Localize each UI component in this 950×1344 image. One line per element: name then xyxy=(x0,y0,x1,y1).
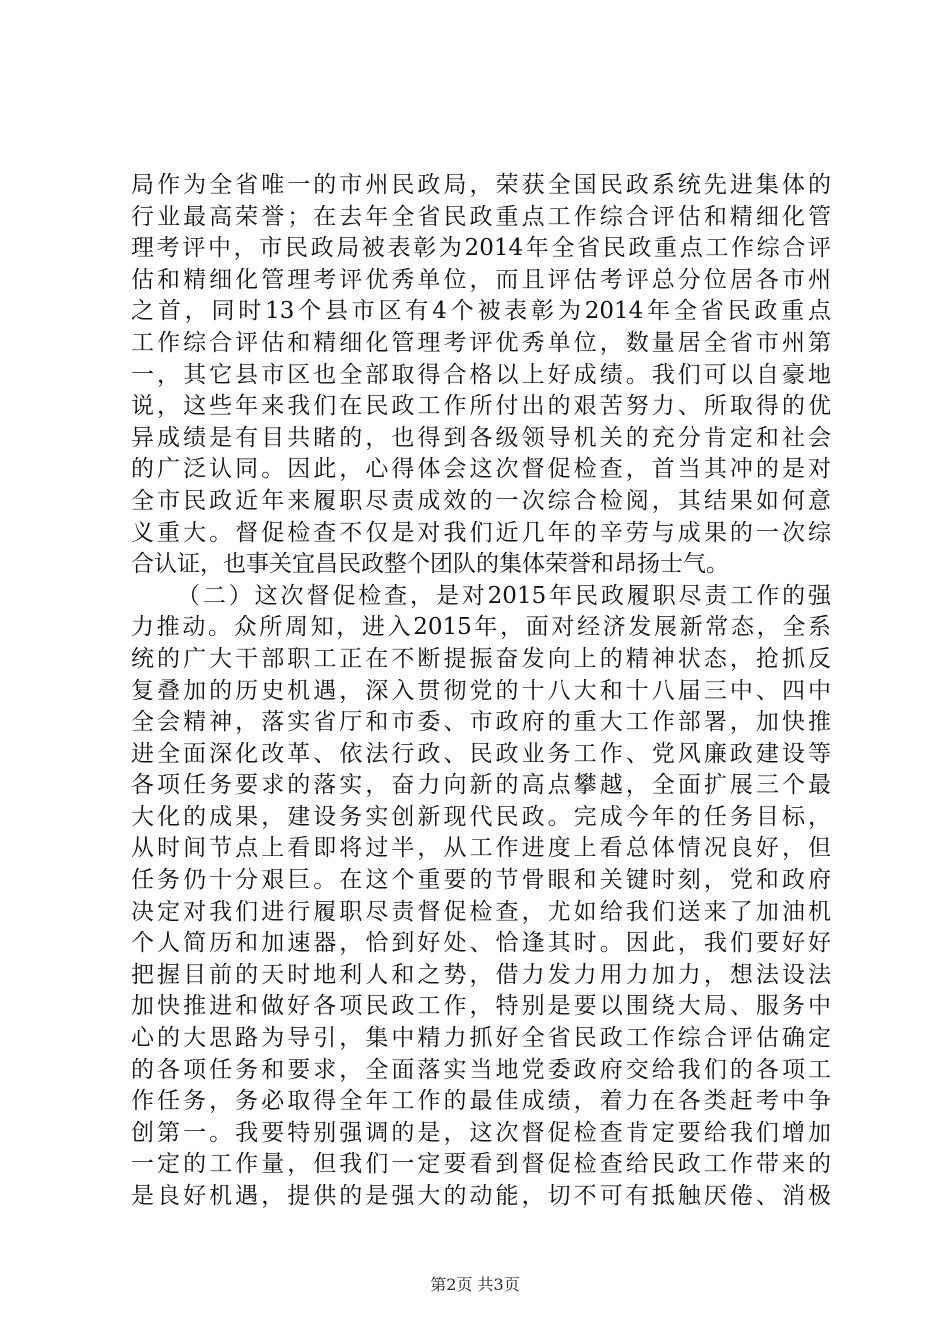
text-line: 理考评中，市民政局被表彰为2014年全省民政重点工作综合评 xyxy=(131,235,831,262)
text-line: 全会精神，落实省厅和市委、市政府的重大工作部署，加快推 xyxy=(131,709,831,736)
text-line: 创第一。我要特别强调的是，这次督促检查肯定要给我们增加 xyxy=(131,1119,831,1146)
text-line: 估和精细化管理考评优秀单位，而且评估考评总分位居各市州 xyxy=(131,266,831,293)
text-line-paragraph-end: 合认证，也事关宜昌民政整个团队的集体荣誉和昂扬士气。 xyxy=(131,551,729,578)
text-line: 统的广大干部职工正在不断提振奋发向上的精神状态，抢抓反 xyxy=(131,645,831,672)
text-line: 决定对我们进行履职尽责督促检查，尤如给我们送来了加油机 xyxy=(131,898,831,925)
text-line: 一定的工作量，但我们一定要看到督促检查给民政工作带来的 xyxy=(131,1151,831,1178)
text-line: 心的大思路为导引，集中精力抓好全省民政工作综合评估确定 xyxy=(131,1025,831,1052)
text-line-paragraph-start: （二）这次督促检查，是对2015年民政履职尽责工作的强 xyxy=(177,582,831,609)
text-line: 加快推进和做好各项民政工作，特别是要以围绕大局、服务中 xyxy=(131,993,831,1020)
text-line: 任务仍十分艰巨。在这个重要的节骨眼和关键时刻，党和政府 xyxy=(131,867,831,894)
text-line: 从时间节点上看即将过半，从工作进度上看总体情况良好，但 xyxy=(131,835,831,862)
text-line: 的广泛认同。因此，心得体会这次督促检查，首当其冲的是对 xyxy=(131,456,831,483)
text-line: 全市民政近年来履职尽责成效的一次综合检阅，其结果如何意 xyxy=(131,487,831,514)
text-line: 进全面深化改革、依法行政、民政业务工作、党风廉政建设等 xyxy=(131,740,831,767)
text-line: 力推动。众所周知，进入2015年，面对经济发展新常态，全系 xyxy=(131,614,831,641)
text-line: 的各项任务和要求，全面落实当地党委政府交给我们的各项工 xyxy=(131,1056,831,1083)
text-line: 局作为全省唯一的市州民政局，荣获全国民政系统先进集体的 xyxy=(131,172,831,198)
text-line: 义重大。督促检查不仅是对我们近几年的辛劳与成果的一次综 xyxy=(131,519,831,546)
text-line: 各项任务要求的落实，奋力向新的高点攀越，全面扩展三个最 xyxy=(131,772,831,799)
text-line: 说，这些年来我们在民政工作所付出的艰苦努力、所取得的优 xyxy=(131,393,831,420)
text-line: 复叠加的历史机遇，深入贯彻党的十八大和十八届三中、四中 xyxy=(131,677,831,704)
text-line: 之首，同时13个县市区有4个被表彰为2014年全省民政重点 xyxy=(131,298,831,325)
text-line: 工作综合评估和精细化管理考评优秀单位，数量居全省市州第 xyxy=(131,329,831,356)
text-line: 把握目前的天时地利人和之势，借力发力用力加力，想法设法 xyxy=(131,961,831,988)
text-line: 个人简历和加速器，恰到好处、恰逢其时。因此，我们要好好 xyxy=(131,930,831,957)
text-line: 作任务，务必取得全年工作的最佳成绩，着力在各类赶考中争 xyxy=(131,1088,831,1115)
page-number-footer: 第2页 共3页 xyxy=(430,1275,520,1294)
text-line: 异成绩是有目共睹的，也得到各级领导机关的充分肯定和社会 xyxy=(131,424,831,451)
text-line: 行业最高荣誉；在去年全省民政重点工作综合评估和精细化管 xyxy=(131,203,831,230)
text-line: 一，其它县市区也全部取得合格以上好成绩。我们可以自豪地 xyxy=(131,361,831,388)
text-line: 大化的成果，建设务实创新现代民政。完成今年的任务目标， xyxy=(131,803,831,830)
body-text xyxy=(131,170,831,1213)
text-line: 是良好机遇，提供的是强大的动能，切不可有抵触厌倦、消极 xyxy=(131,1183,831,1209)
